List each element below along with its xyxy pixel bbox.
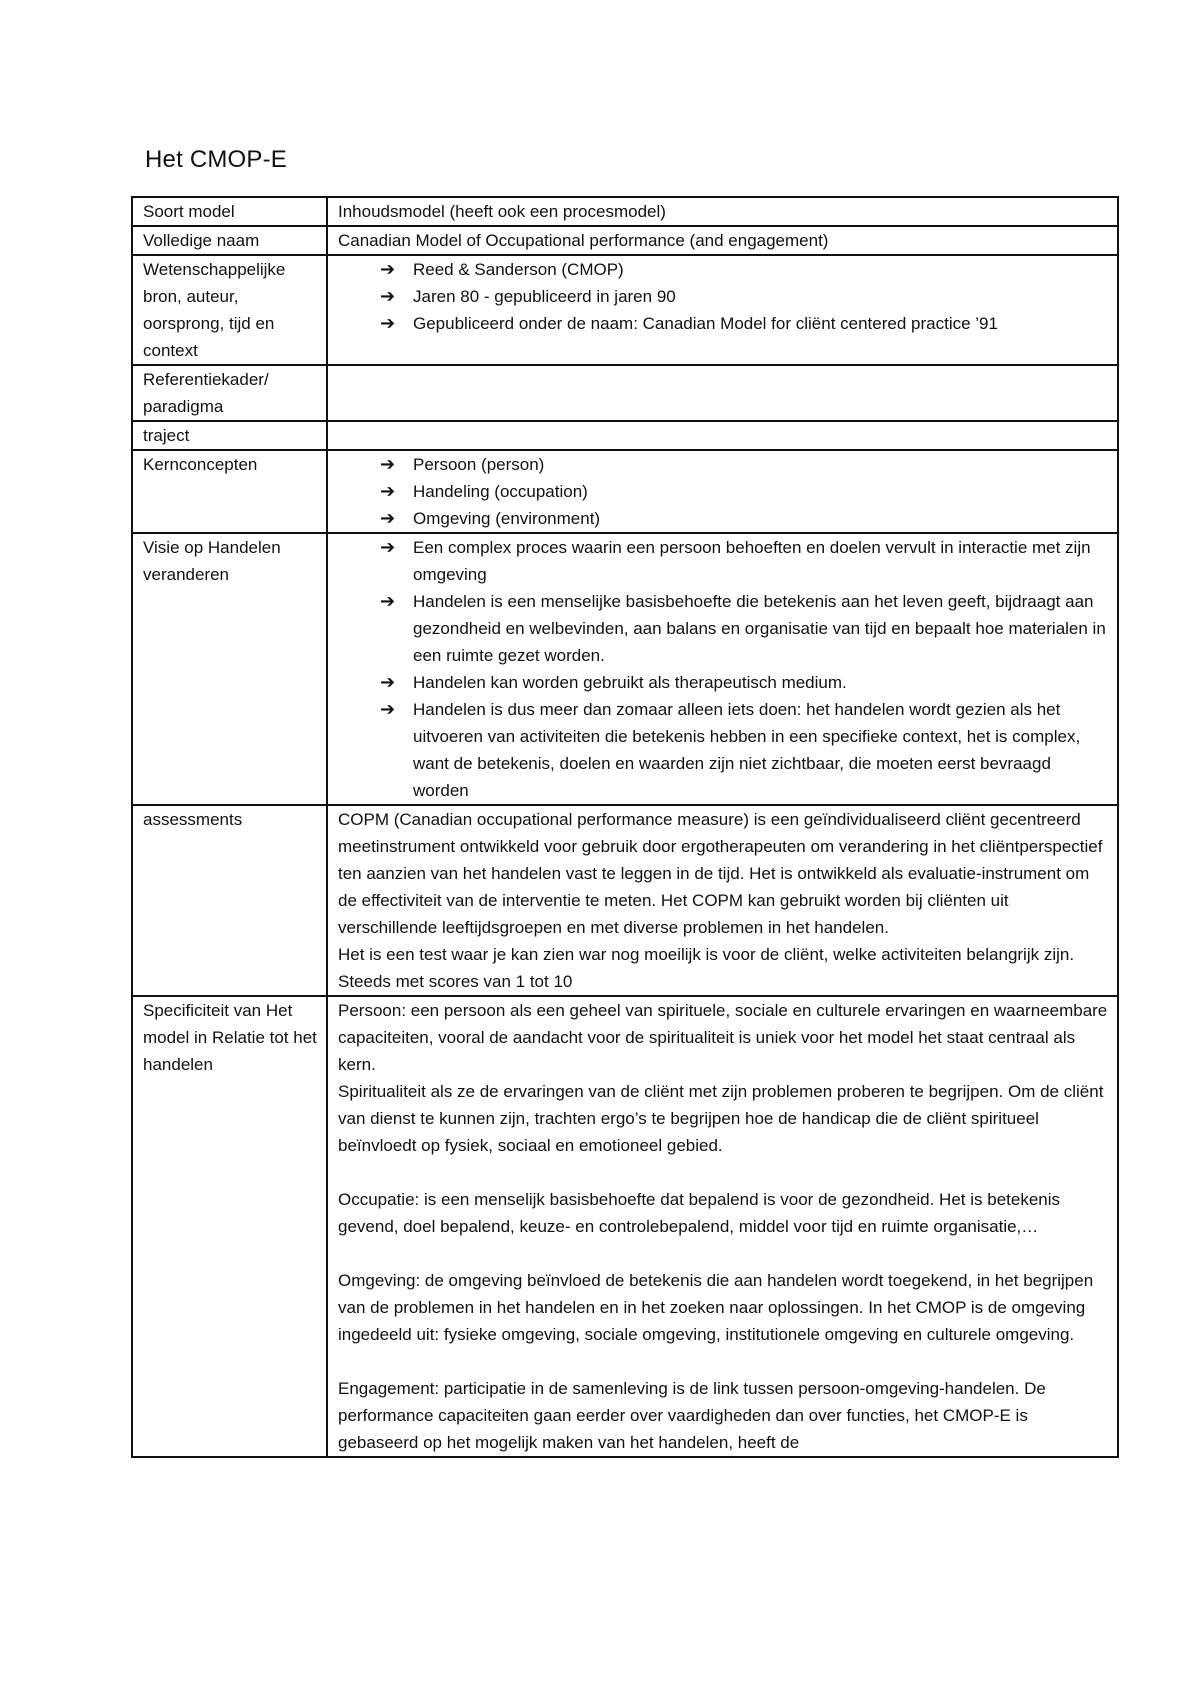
page-title: Het CMOP-E xyxy=(145,146,288,173)
table-row-bron xyxy=(132,255,1118,365)
list-item: ➔ Persoon (person) xyxy=(380,451,1111,478)
arrow-right-icon: ➔ xyxy=(380,699,396,719)
bullet-list xyxy=(338,534,1111,804)
row-label: Wetenschappelijke bron, auteur, oorsprong, tijd en context xyxy=(132,255,327,365)
list-item: ➔ Gepubliceerd onder de naam: Canadian Model for cliënt centered practice ’91 xyxy=(380,310,1111,337)
table-row-volledige-naam xyxy=(132,226,1118,255)
table-row-kernconcepten xyxy=(132,450,1118,533)
list-item: ➔ Reed & Sanderson (CMOP) xyxy=(380,256,1111,283)
table-row-assessments xyxy=(132,805,1118,996)
row-value xyxy=(327,533,1118,805)
list-item: ➔ Een complex proces waarin een persoon behoeften en doelen vervult in interactie met zijn omgeving xyxy=(380,534,1111,588)
arrow-right-icon: ➔ xyxy=(380,454,396,474)
paragraph: COPM (Canadian occupational performance measure) is een geïndividualiseerd cliënt gecentreerd meetinstrument ontwikkeld voor gebruik door ergotherapeuten om verandering in het cliëntperspectief ten aanzien van het handelen vast te leggen in de tijd. Het is ontwikkeld als evaluatie-instrument om de effectiviteit van de interventie te meten. Het COPM kan gebruikt worden bij cliënten uit verschillende leeftijdsgroepen en met diverse problemen in het handelen. xyxy=(338,810,1103,937)
list-item: ➔ Handelen is dus meer dan zomaar alleen iets doen: het handelen wordt gezien als het uitvoeren van activiteiten die betekenis hebben in een specifieke context, het is complex, want de betekenis, doelen en waarden zijn niet zichtbaar, die moeten eerst bevraagd worden xyxy=(380,696,1111,804)
paragraph: Engagement: participatie in de samenleving is de link tussen persoon-omgeving-handelen. De performance capaciteiten gaan eerder over vaardigheden dan over functies, het CMOP-E is gebaseerd op het mogelijk maken van het handelen, heeft de xyxy=(338,1379,1046,1452)
paragraph: Het is een test waar je kan zien war nog moeilijk is voor de cliënt, welke activiteiten belangrijk zijn. Steeds met scores van 1 tot 10 xyxy=(338,945,1075,991)
table-row-referentiekader xyxy=(132,365,1118,421)
arrow-right-icon: ➔ xyxy=(380,481,396,501)
row-value xyxy=(327,996,1118,1457)
paragraph: Persoon: een persoon als een geheel van spirituele, sociale en culturele ervaringen en waarneembare capaciteiten, vooral de aandacht voor de spiritualiteit is uniek voor het model het staat centraal als kern. xyxy=(338,1001,1108,1074)
row-label: assessments xyxy=(132,805,327,996)
paragraph-gap xyxy=(338,1348,1111,1375)
table-row-visie xyxy=(132,533,1118,805)
row-label: Kernconcepten xyxy=(132,450,327,533)
arrow-right-icon: ➔ xyxy=(380,591,396,611)
arrow-right-icon: ➔ xyxy=(380,259,396,279)
row-label: Visie op Handelen veranderen xyxy=(132,533,327,805)
arrow-right-icon: ➔ xyxy=(380,508,396,528)
table-row-specificiteit xyxy=(132,996,1118,1457)
list-item: ➔ Handelen kan worden gebruikt als therapeutisch medium. xyxy=(380,669,1111,696)
paragraph: Spiritualiteit als ze de ervaringen van de cliënt met zijn problemen proberen te begrijpen. Om de cliënt van dienst te kunnen zijn, trachten ergo’s te begrijpen hoe de handicap die de cliënt spiritueel beïnvloedt op fysiek, sociaal en emotioneel gebied. xyxy=(338,1082,1104,1155)
row-value xyxy=(327,450,1118,533)
row-value xyxy=(327,805,1118,996)
row-label: Specificiteit van Het model in Relatie tot het handelen xyxy=(132,996,327,1457)
bullet-list xyxy=(338,256,1111,337)
list-item: ➔ Handeling (occupation) xyxy=(380,478,1111,505)
list-item: ➔ Jaren 80 - gepubliceerd in jaren 90 xyxy=(380,283,1111,310)
paragraph-gap xyxy=(338,1159,1111,1186)
row-label: Referentiekader/ paradigma xyxy=(132,365,327,421)
row-value xyxy=(327,255,1118,365)
paragraph-gap xyxy=(338,1240,1111,1267)
row-value: Inhoudsmodel (heeft ook een procesmodel) xyxy=(327,197,1118,226)
paragraph: Omgeving: de omgeving beïnvloed de betekenis die aan handelen wordt toegekend, in het begrijpen van de problemen in het handelen en in het zoeken naar oplossingen. In het CMOP is de omgeving ingedeeld uit: fysieke omgeving, sociale omgeving, institutionele omgeving en culturele omgeving. xyxy=(338,1271,1094,1344)
table-row-soort-model xyxy=(132,197,1118,226)
arrow-right-icon: ➔ xyxy=(380,286,396,306)
arrow-right-icon: ➔ xyxy=(380,313,396,333)
row-value xyxy=(327,421,1118,450)
model-table xyxy=(131,196,1119,1458)
list-item: ➔ Handelen is een menselijke basisbehoefte die betekenis aan het leven geeft, bijdraagt aan gezondheid en welbevinden, aan balans en organisatie van tijd en bepaalt hoe materialen in een ruimte gezet worden. xyxy=(380,588,1111,669)
bullet-list xyxy=(338,451,1111,532)
row-label: Soort model xyxy=(132,197,327,226)
row-label: traject xyxy=(132,421,327,450)
table-row-traject xyxy=(132,421,1118,450)
row-value xyxy=(327,365,1118,421)
row-value: Canadian Model of Occupational performance (and engagement) xyxy=(327,226,1118,255)
list-item: ➔ Omgeving (environment) xyxy=(380,505,1111,532)
arrow-right-icon: ➔ xyxy=(380,537,396,557)
row-label: Volledige naam xyxy=(132,226,327,255)
paragraph: Occupatie: is een menselijk basisbehoefte dat bepalend is voor de gezondheid. Het is betekenis gevend, doel bepalend, keuze- en controlebepalend, middel voor tijd en ruimte organisatie,… xyxy=(338,1190,1061,1236)
arrow-right-icon: ➔ xyxy=(380,672,396,692)
